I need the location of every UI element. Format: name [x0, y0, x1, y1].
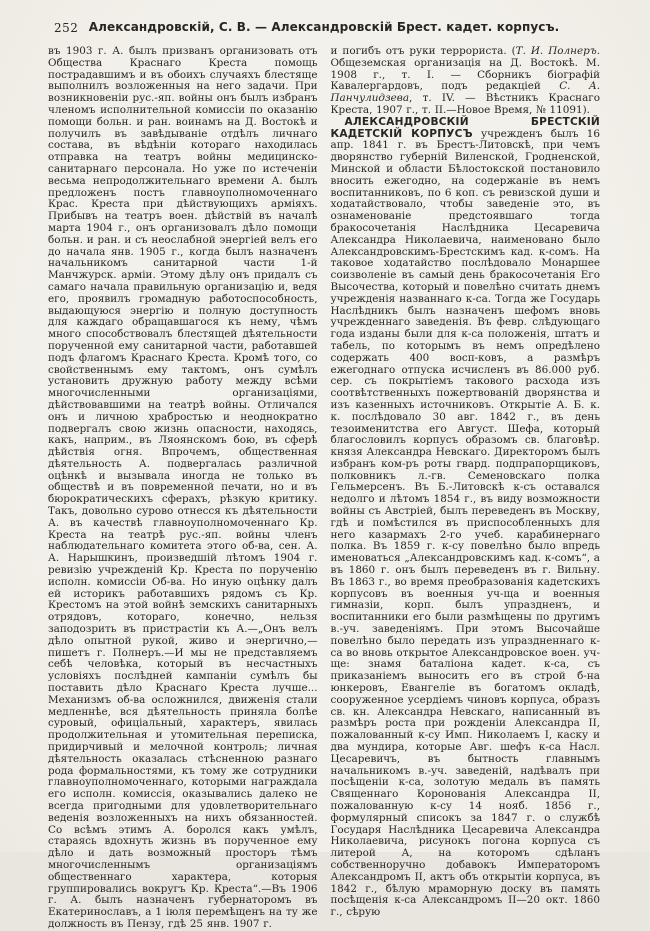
bibliography-text: Общеземская организація на Д. Востокѣ. М. 1908 г., т. I. — Сборникъ біографій Кавалергардовъ, подъ редакціей — [330, 56, 600, 93]
entry-heading: АЛЕКСАНДРОВСКІЙ БРЕСТСКІЙ КАДЕТСКІЙ КОРПУСЪ — [330, 115, 600, 140]
page-number: 252 — [54, 21, 79, 35]
article-continuation-paragraph — [331, 46, 601, 117]
text-columns — [48, 46, 600, 931]
running-title: Александровскій, С. В. — Александровскій Брест. кадет. корпусъ. — [88, 20, 560, 34]
bibliography-text-end: , т. IV. — Вѣстникъ Краснаго Креста, 1907 г., т. II.—Новое Время, № 11091). — [330, 92, 600, 116]
new-entry-paragraph — [331, 117, 601, 919]
left-column — [48, 46, 318, 931]
left-column-paragraph: въ 1903 г. А. былъ призванъ организовать отъ Общества Краснаго Креста помощь пострадавшимъ и въ обоихъ случаяхъ блестяще выполнилъ возложенныя на него задачи. При возникновеніи рус.-яп. войны онъ былъ избранъ членомъ исполнительной комиссіи по оказанію помощи больн. и ран. воинамъ на Д. Востокѣ и получилъ въ завѣдываніе отдѣлъ личнаго состава, въ вѣдѣніи котораго находилась отправка на театръ войны медицинско-санитарнаго персонала. Но уже по истеченіи весьма непродолжительнаго времени А. былъ предложенъ постъ главноуполномоченнаго Крас. Креста при дѣйствующихъ арміяхъ. Прибывъ на театръ воен. дѣйствій въ началѣ марта 1904 г., онъ организовалъ дѣло помощи больн. и ран. и съ неослабной энергіей велъ его до начала янв. 1905 г., когда былъ назначенъ начальникомъ санитарной части 1-й Манчжурск. арміи. Этому дѣлу онъ придалъ съ самаго начала правильную организацію и, ведя его, проявилъ громадную работоспособность, выдающуюся энергію и полную доступность для каждаго обращавшагося къ нему, чѣмъ много способствовалъ блестящей дѣятельности порученной ему санитарной части, работавшей подъ флагомъ Краснаго Креста. Кромѣ того, со свойственнымъ ему тактомъ, онъ сумѣлъ установить дружную работу между всѣми многочисленными организаціями, дѣйствовавшими на театрѣ войны. Отличался онъ и личною храбростью и неоднократно подвергалъ свою жизнь опасности, находясь, какъ, наприм., въ Ляоянскомъ бою, въ сферѣ дѣйствія огня. Впрочемъ, общественная дѣятельность А. подвергалась различной оцѣнкѣ и вызывала иногда не только въ обществѣ и въ повременной печати, но и въ бюрократическихъ сферахъ, рѣзкую критику. Такъ, довольно сурово отнесся къ дѣятельности А. въ качествѣ главноуполномоченнаго Кр. Креста на театрѣ рус.-яп. войны членъ наблюдательнаго комитета этого об-ва, сен. А. А. Нарышкинъ, произведшій лѣтомъ 1904 г. ревизію учрежденій Кр. Креста по порученію исполн. комиссіи Об-ва. Но иную оцѣнку далъ ей историкъ работавшихъ рядомъ съ Кр. Крестомъ на этой войнѣ земскихъ санитарныхъ отрядовъ, котораго, конечно, нельзя заподозрить въ пристрастіи къ А.—„Онъ велъ дѣло опытной рукой, живо и энергично,—пишетъ г. Полнеръ.—И мы не представляемъ себѣ человѣка, который въ несчастныхъ условіяхъ послѣдней кампаніи сумѣлъ бы поставить дѣло Краснаго Креста лучше... Механизмъ об-ва осложнился, движенія стали медленнѣе, вся дѣятельность приняла болѣе суровый, офиціальный, характеръ, явилась продолжительная и утомительная переписка, придирчивый и мелочной контроль; личная дѣятельность оказалась стѣсненною разнаго рода формальностями, къ тому же сотрудники главноуполномоченнаго, которыми награждала его исполн. комиссія, оказывались далеко не всегда пригодными для удовлетворительнаго веденія возложенныхъ на нихъ обязанностей. Со всѣмъ этимъ А. боролся какъ умѣлъ, стараясь вдохнуть жизнь въ порученное ему дѣло и дать возможный просторъ тѣмъ многочисленнымъ организаціямъ общественнаго характера, которыя группировались вокругъ Кр. Креста“.—Въ 1906 г. А. былъ назначенъ губернаторомъ въ Екатеринославъ, а 1 іюля перемѣщенъ на ту же должность въ Пензу, гдѣ 25 янв. 1907 г. — [48, 45, 318, 930]
continuation-text: и погибъ отъ руки террориста. ( — [330, 45, 516, 57]
bibliography-editor: С. А. Панчулидзева — [330, 80, 600, 105]
entry-body-text: учрежденъ былъ 16 апр. 1841 г. въ Брестъ-Литовскѣ, при чемъ дворянство губерній Виленской, Гродненской, Минской и области Бѣлостокской постановило вносить ежегодно, на содержаніе въ немъ воспитанниковъ, по 6 коп. съ ревизской души и ходатайствовало, чтобы заведеніе это, въ ознаменованіе предстоявшаго тогда бракосочетанія Наслѣдника Цесаревича Александра Николаевича, наименовано было Александровскимъ-Брестскимъ кад. к-сомъ. На таковое ходатайство послѣдовало Монаршее соизволеніе въ самый день бракосочетанія Его Высочества, который и повелѣно считать днемъ учрежденія названнаго к-са. Тогда же Государь Наслѣдникъ былъ назначенъ шефомъ вновь учрежденнаго заведенія. Въ февр. слѣдующаго года изданы были для к-са положенія, штатъ и табель, по которымъ въ немъ опредѣлено содержать 400 восп-ковъ, а размѣръ ежегоднаго отпуска исчисленъ въ 86.000 руб. сер. съ покрытіемъ такового расхода изъ соотвѣтственныхъ пожертвованій дворянства и изъ казенныхъ источниковъ. Открытіе А. Б. к. к. послѣдовало 30 авг. 1842 г., въ день тезоименитства его Август. Шефа, который благословилъ корпусъ образомъ св. благовѣр. князя Александра Невскаго. Директоромъ былъ избранъ ком-ръ роты гвард. подпрапорщиковъ, полковникъ л.-гв. Семеновскаго полка Гельмерсенъ. Въ Б.-Литовскѣ к-съ оставался недолго и лѣтомъ 1854 г., въ виду возможности войны съ Австріей, былъ переведенъ въ Москву, гдѣ и помѣстился въ приспособленныхъ для него казармахъ 2-го учеб. карабинернаго полка. Въ 1859 г. к-су повелѣно было впредь именоваться „Александровскимъ кад. к-сомъ“, а въ 1860 г. онъ былъ переведенъ въ г. Вильну. Въ 1863 г., во время преобразованія кадетскихъ корпусовъ въ военныя уч-ща и военныя гимназіи, корп. былъ упраздненъ, и воспитанники его были размѣщены по другимъ в.-уч. заведеніямъ. При этомъ Высочайше повелѣно было передать изъ упраздненнаго к-са во вновь открытое Александровское воен. уч-ще: знамя баталіона кадет. к-са, съ приказаніемъ выносить его въ строй б-на юнкеровъ, Евангеліе въ богатомъ окладѣ, сооруженное усердіемъ чиновъ корпуса, образъ св. кн. Александра Невскаго, написанный въ размѣръ роста при рожденіи Александра II, пожалованный к-су Имп. Николаемъ I, каску и два мундира, которые Авг. шефъ к-са Насл. Цесаревичъ, въ бытность главнымъ начальникомъ в.-уч. заведеній, надѣвалъ при посѣщеніи к-са, золотую медаль въ память Священнаго Коронованія Александра II, пожалованную к-су 14 нояб. 1856 г., формулярный списокъ за 1847 г. о службѣ Государя Наслѣдника Цесаревича Александра Николаевича, рисунокъ погона корпуса съ литерой А, на которомъ сдѣланъ собственноручно добавокъ Императоромъ Александромъ II, актъ объ открытіи корпуса, въ 1842 г., бѣлую мраморную доску въ память посѣщенія к-са Александромъ II—20 окт. 1860 г., сѣрую — [330, 127, 600, 919]
bibliography-author: Т. И. Полнеръ. — [515, 45, 601, 57]
running-header — [48, 20, 600, 40]
right-column — [331, 46, 601, 931]
